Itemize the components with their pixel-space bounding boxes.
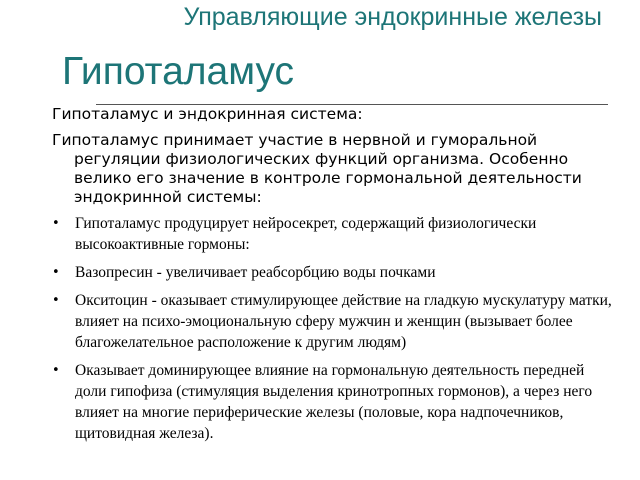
slide-title: Гипоталамус — [62, 50, 295, 93]
bullet-icon: • — [52, 293, 60, 308]
bullet-icon: • — [52, 216, 60, 231]
list-item — [52, 360, 612, 444]
list-item — [52, 262, 612, 283]
bullet-list — [52, 213, 612, 444]
list-item-text: Вазопресин - увеличивает реабсорбцию воды почками — [75, 264, 436, 281]
subheading: Гипоталамус и эндокринная система: — [52, 105, 363, 123]
list-item-text: Гипоталамус продуцирует нейросекрет, содержащий физиологически высокоактивные гормоны: — [75, 215, 537, 253]
slide-supertitle: Управляющие эндокринные железы — [183, 3, 602, 31]
intro-paragraph: Гипоталамус принимает участие в нервной и гуморальной регуляции физиологических функций организма. Особенно велико его значение в контроле гормональной деятельности эндокринной системы: — [52, 131, 582, 206]
slide-content — [52, 105, 612, 451]
list-item-text: Оказывает доминирующее влияние на гормональную деятельность передней доли гипофиза (стимуляция выделения кринотропных гормонов), а через него влияет на многие периферические железы (половые, кора надпочечников, щитовидная железа). — [75, 362, 593, 442]
list-item — [52, 290, 612, 353]
list-item-text: Окситоцин - оказывает стимулирующее действие на гладкую мускулатуру матки, влияет на психо-эмоциональную сферу мужчин и женщин (вызывает более благожелательное расположение к другим людям) — [75, 292, 612, 351]
list-item — [52, 213, 612, 255]
bullet-icon: • — [52, 363, 60, 378]
bullet-icon: • — [52, 265, 60, 280]
